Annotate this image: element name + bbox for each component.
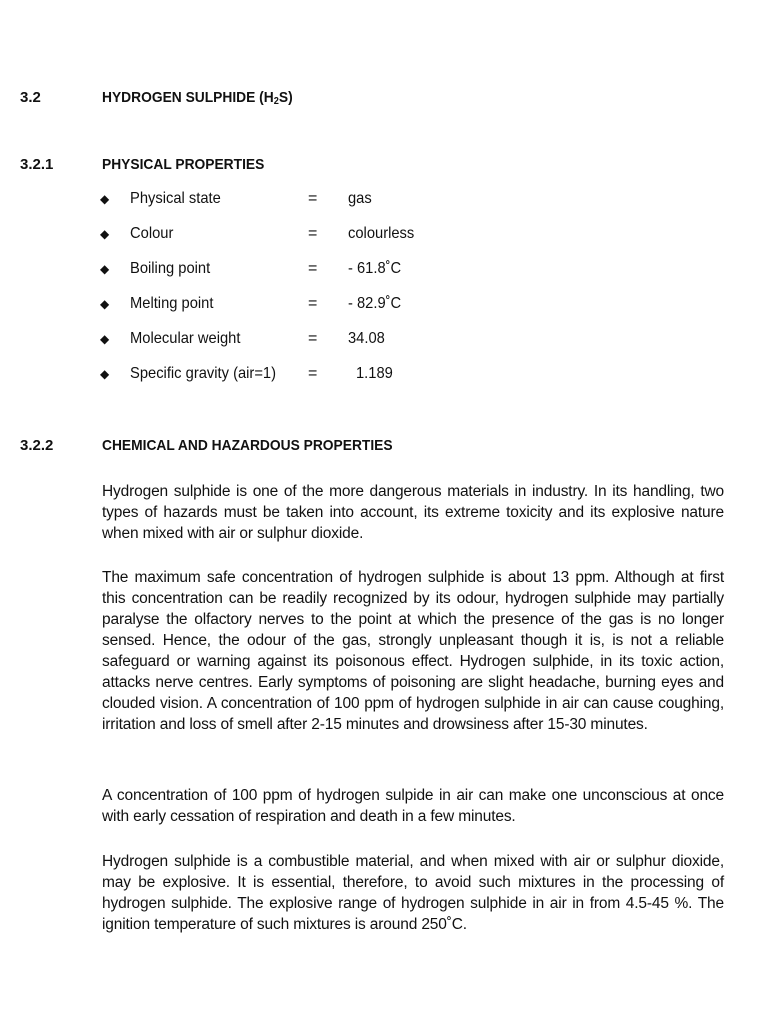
- equals-sign: =: [308, 365, 318, 382]
- physical-section-title: PHYSICAL PROPERTIES: [102, 156, 265, 173]
- bullet-icon: ◆: [100, 192, 110, 206]
- property-value: gas: [348, 190, 372, 207]
- section-title-end: S): [278, 89, 293, 106]
- bullet-icon: ◆: [100, 297, 110, 311]
- property-value: colourless: [348, 225, 415, 242]
- bullet-icon: ◆: [100, 262, 110, 276]
- equals-sign: =: [308, 330, 318, 347]
- physical-section-number: 3.2.1: [20, 156, 54, 173]
- equals-sign: =: [308, 295, 318, 312]
- property-item: [100, 365, 540, 400]
- property-item: [100, 225, 540, 260]
- section-number: 3.2: [20, 89, 41, 106]
- paragraph: Hydrogen sulphide is one of the more dangerous materials in industry. In its handling, two types of hazards must be taken into account, its extreme toxicity and its explosive nature when mixed with air or sulphur dioxide.: [102, 483, 724, 542]
- property-item: [100, 190, 540, 225]
- property-label: Melting point: [130, 295, 214, 312]
- section-title-main: HYDROGEN SULPHIDE (H: [102, 89, 274, 106]
- equals-sign: =: [308, 190, 318, 207]
- bullet-icon: ◆: [100, 227, 110, 241]
- equals-sign: =: [308, 225, 318, 242]
- paragraph: Hydrogen sulphide is a combustible material, and when mixed with air or sulphur dioxide, may be explosive. It is essential, therefore, to avoid such mixtures in the processing of hydrogen sulphide. The explosive range of hydrogen sulphide in air in from 4.5-45 %. The ignition temperature of such mixtures is around 250˚C.: [102, 853, 724, 933]
- property-item: [100, 295, 540, 330]
- property-value: 34.08: [348, 330, 385, 347]
- physical-properties-list: [100, 190, 540, 400]
- bullet-icon: ◆: [100, 367, 110, 381]
- property-label: Molecular weight: [130, 330, 241, 347]
- section-title-subscript: 2: [273, 96, 279, 107]
- property-value: - 82.9˚C: [348, 295, 402, 312]
- property-item: [100, 260, 540, 295]
- property-label: Physical state: [130, 190, 221, 207]
- property-value: - 61.8˚C: [348, 260, 402, 277]
- property-label: Colour: [130, 225, 174, 242]
- property-label: Specific gravity (air=1): [130, 365, 277, 382]
- property-value: 1.189: [356, 365, 393, 382]
- equals-sign: =: [308, 260, 318, 277]
- chemical-section-title: CHEMICAL AND HAZARDOUS PROPERTIES: [102, 437, 393, 454]
- property-label: Boiling point: [130, 260, 211, 277]
- paragraph: The maximum safe concentration of hydrogen sulphide is about 13 ppm. Although at first this concentration can be readily recognized by its odour, hydrogen sulphide may partially paralyse the olfactory nerves to the point at which the presence of the gas is no longer sensed. Hence, the odour of the gas, strongly unpleasant though it is, is not a reliable safeguard or warning against its poisonous effect. Hydrogen sulphide, in its toxic action, attacks nerve centres. Early symptoms of poisoning are slight headache, burning eyes and clouded vision. A concentration of 100 ppm of hydrogen sulphide in air can cause coughing, irritation and loss of smell after 2-15 minutes and drowsiness after 15-30 minutes.: [102, 569, 724, 733]
- paragraph: A concentration of 100 ppm of hydrogen sulpide in air can make one unconscious at once with early cessation of respiration and death in a few minutes.: [102, 787, 724, 825]
- property-item: [100, 330, 540, 365]
- chemical-section-number: 3.2.2: [20, 437, 54, 454]
- section-title: [102, 89, 293, 107]
- bullet-icon: ◆: [100, 332, 110, 346]
